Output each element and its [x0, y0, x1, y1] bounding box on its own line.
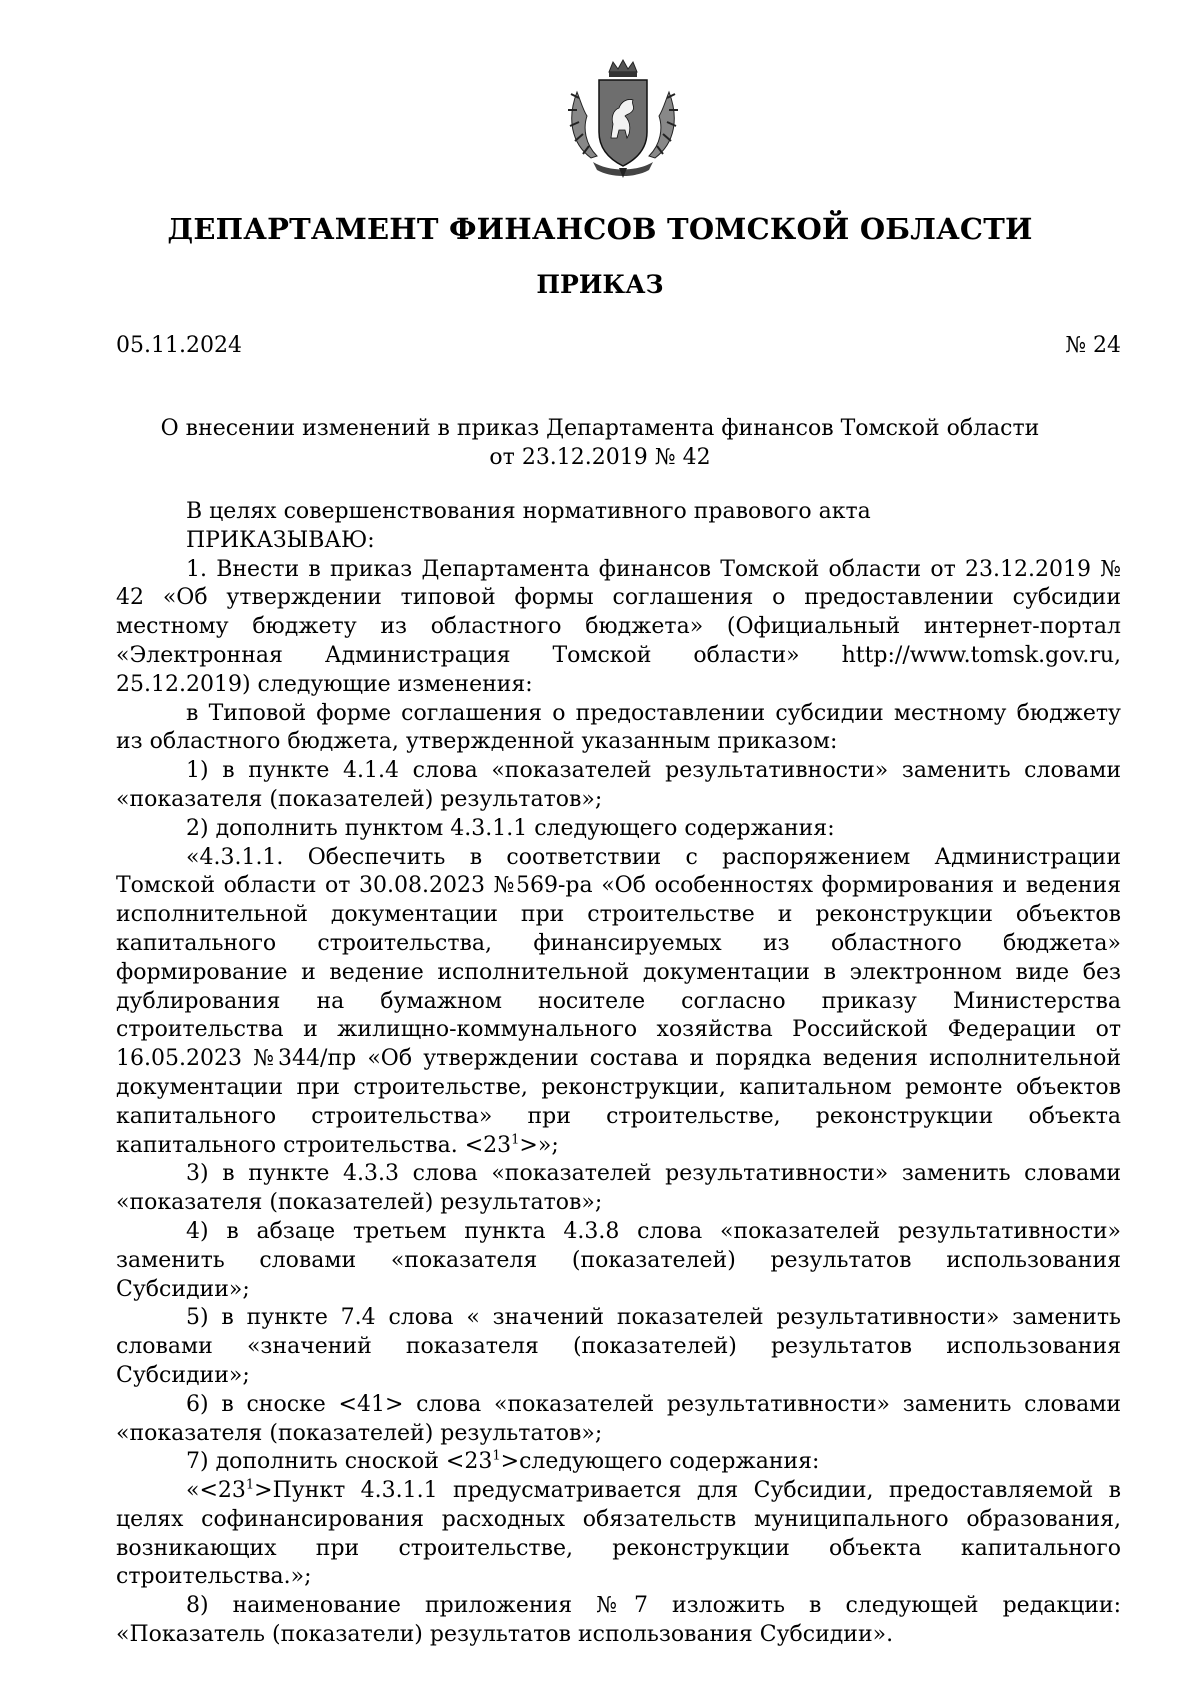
footnote-superscript: 1	[245, 1477, 255, 1493]
change-2-text-end: >»;	[519, 1132, 559, 1158]
paragraph-change-7	[116, 1448, 1121, 1477]
paragraph-change-1: 1) в пункте 4.1.4 слова «показателей результативности» заменить словами «показателя (показателей) результатов»;	[116, 758, 1121, 812]
document-body	[116, 498, 1121, 1650]
paragraph-change-3: 3) в пункте 4.3.3 слова «показателей результативности» заменить словами «показателя (показателей) результатов»;	[116, 1161, 1121, 1216]
document-subject	[150, 414, 1050, 472]
paragraph-item-1: 1. Внести в приказ Департамента финансов Томской области от 23.12.2019 № 42 «Об утверждении типовой формы соглашения о предоставлении субсидии местному бюджету из областного бюджета» (Официальный интернет-портал «Электронная Администрация Томской области» http://www.tomsk.gov.ru, 25.12.2019) следующие изменения:	[116, 556, 1121, 697]
change-7-text-end: >Пункт 4.3.1.1 предусматривается для Субсидии, предоставляемой в целях софинансирования расходных обязательств муниципального образования, возникающих при строительстве, реконструкции объекта капитального строительства.»;	[116, 1478, 1121, 1590]
paragraph-change-7-text	[116, 1477, 1121, 1592]
paragraph-change-4: 4) в абзаце третьем пункта 4.3.8 слова «показателей результативности» заменить словами «показателя (показателей) результатов использования Субсидии»;	[116, 1218, 1121, 1302]
paragraph-order: ПРИКАЗЫВАЮ:	[186, 527, 375, 553]
footnote-superscript: 1	[492, 1448, 501, 1464]
change-2-text: «4.3.1.1. Обеспечить в соответствии с распоряжением Администрации Томской области от 30.08.2023 №569-ра «Об особенностях формирования и ведения исполнительной документации при строительстве и реконструкции объектов капитального строительства, финансируемых из областного бюджета» формирование и ведение исполнительной документации в электронном виде без дублирования на бумажном носителе согласно приказу Министерства строительства и жилищно-коммунального хозяйства Российской Федерации от 16.05.2023 №344/пр «Об утверждении состава и порядка ведения исполнительной документации при строительстве, реконструкции, капитальном ремонте объектов капитального строительства» при строительстве, реконструкции объекта капитального строительства. <23	[116, 844, 1121, 1158]
change-7-end: >следующего содержания:	[500, 1449, 820, 1475]
change-7-start: 7) дополнить сноской <23	[186, 1449, 493, 1475]
paragraph-intro: в Типовой форме соглашения о предоставлении субсидии местному бюджету из областного бюджета, утвержденной указанным приказом:	[116, 700, 1121, 755]
department-title: ДЕПАРТАМЕНТ ФИНАНСОВ ТОМСКОЙ ОБЛАСТИ	[167, 212, 1033, 246]
paragraph-change-8: 8) наименование приложения №7 изложить в следующей редакции: «Показатель (показатели) результатов использования Субсидии».	[116, 1593, 1121, 1648]
paragraph-change-6: 6) в сноске <41> слова «показателей результативности» заменить словами «показателя (показателей) результатов»;	[116, 1391, 1121, 1446]
subject-line-2: от 23.12.2019 № 42	[489, 445, 711, 470]
coat-of-arms-icon	[553, 58, 693, 180]
paragraph-change-2: 2) дополнить пунктом 4.3.1.1 следующего содержания:	[186, 815, 835, 841]
change-7-text-start: «<23	[186, 1478, 246, 1504]
paragraph-change-2-text	[116, 844, 1121, 1161]
document-date: 05.11.2024	[116, 333, 242, 358]
paragraph-purpose: В целях совершенствования нормативного правового акта	[186, 499, 871, 524]
paragraph-change-5: 5) в пункте 7.4 слова « значений показателей результативности» заменить словами «значений показателя (показателей) результатов использования Субсидии»;	[116, 1305, 1121, 1388]
document-number: № 24	[1065, 333, 1121, 358]
footnote-superscript: 1	[511, 1132, 520, 1148]
document-type: ПРИКАЗ	[536, 270, 664, 299]
subject-line-1: О внесении изменений в приказ Департамента финансов Томской области	[160, 416, 1040, 441]
